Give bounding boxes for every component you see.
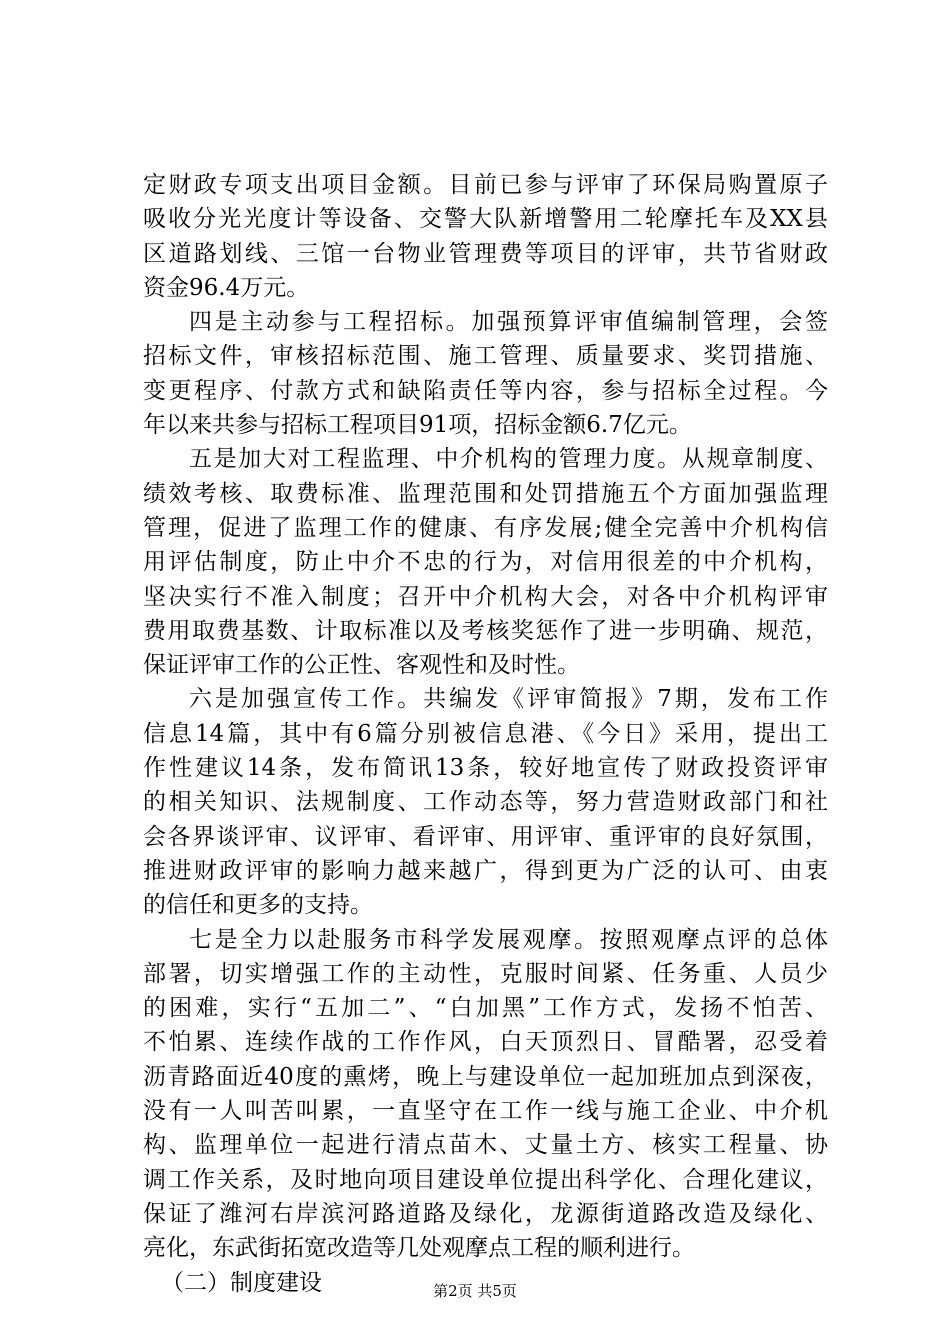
- paragraph-line: 招标文件，审核招标范围、施工管理、质量要求、奖罚措施、: [143, 343, 828, 370]
- paragraph-line: 用评估制度，防止中介不忠的行为，对信用很差的中介机构，: [143, 549, 828, 576]
- paragraph-line: 区道路划线、三馆一台物业管理费等项目的评审，共节省财政: [143, 240, 828, 267]
- paragraph-line: 年以来共参与招标工程项目91项，招标金额6.7亿元。: [143, 412, 692, 439]
- paragraph: [143, 168, 828, 305]
- paragraph-line: 亮化，东武街拓宽改造等几处观摩点工程的顺利进行。: [143, 1235, 695, 1262]
- paragraph-line: 保证评审工作的公正性、客观性和及时性。: [143, 652, 580, 679]
- paragraph-line: 六是加强宣传工作。共编发《评审简报》7期，发布工作: [189, 686, 828, 713]
- paragraph-line: 的困难，实行“五加二”、“白加黑”工作方式，发扬不怕苦、: [143, 995, 828, 1022]
- paragraph-line: 费用取费基数、计取标准以及考核奖惩作了进一步明确、规范，: [143, 617, 828, 644]
- section-heading: （二）制度建设: [161, 1269, 322, 1296]
- page-footer: 第2页 共5页: [433, 1282, 517, 1300]
- paragraph-line: 的相关知识、法规制度、工作动态等，努力营造财政部门和社: [143, 789, 828, 816]
- paragraph: [143, 305, 828, 442]
- paragraph-line: 绩效考核、取费标准、监理范围和处罚措施五个方面加强监理: [143, 480, 828, 507]
- paragraph-line: 构、监理单位一起进行清点苗木、丈量土方、核实工程量、协: [143, 1132, 828, 1159]
- paragraph-line: 会各界谈评审、议评审、看评审、用评审、重评审的良好氛围，: [143, 823, 828, 850]
- paragraph-line: 四是主动参与工程招标。加强预算评审值编制管理，会签: [189, 309, 828, 336]
- paragraph-line: 推进财政评审的影响力越来越广，得到更为广泛的认可、由衷: [143, 857, 828, 884]
- paragraph-line: 七是全力以赴服务市科学发展观摩。按照观摩点评的总体: [189, 926, 828, 953]
- paragraph-line: 不怕累、连续作战的工作作风，白天顶烈日、冒酷署，忍受着: [143, 1029, 828, 1056]
- paragraph-line: 五是加大对工程监理、中介机构的管理力度。从规章制度、: [189, 446, 828, 473]
- document-body: [143, 168, 828, 1300]
- paragraph-line: 变更程序、付款方式和缺陷责任等内容，参与招标全过程。今: [143, 377, 828, 404]
- paragraph-line: 作性建议14条，发布简讯13条，较好地宣传了财政投资评审: [143, 755, 828, 782]
- paragraph-line: 保证了潍河右岸滨河路道路及绿化，龙源街道路改造及绿化、: [143, 1200, 828, 1227]
- paragraph: [143, 923, 828, 1266]
- paragraph-line: 坚决实行不准入制度；召开中介机构大会，对各中介机构评审: [143, 583, 828, 610]
- paragraph-line: 调工作关系，及时地向项目建设单位提出科学化、合理化建议，: [143, 1166, 828, 1193]
- paragraph-line: 沥青路面近40度的熏烤，晚上与建设单位一起加班加点到深夜，: [143, 1063, 828, 1090]
- paragraph-line: 资金96.4万元。: [143, 274, 310, 301]
- paragraph-line: 没有一人叫苦叫累，一直坚守在工作一线与施工企业、中介机: [143, 1098, 828, 1125]
- paragraph: [143, 682, 828, 922]
- paragraph: [143, 442, 828, 682]
- paragraph-line: 定财政专项支出项目金额。目前已参与评审了环保局购置原子: [143, 172, 828, 198]
- paragraph-line: 信息14篇，其中有6篇分别被信息港、《今日》采用，提出工: [143, 720, 828, 747]
- paragraph-line: 吸收分光光度计等设备、交警大队新增警用二轮摩托车及XX县: [143, 206, 828, 233]
- paragraph-line: 的信任和更多的支持。: [143, 892, 373, 919]
- paragraph-line: 管理，促进了监理工作的健康、有序发展;健全完善中介机构信: [143, 514, 828, 541]
- paragraph-line: 部署，切实增强工作的主动性，克服时间紧、任务重、人员少: [143, 960, 828, 987]
